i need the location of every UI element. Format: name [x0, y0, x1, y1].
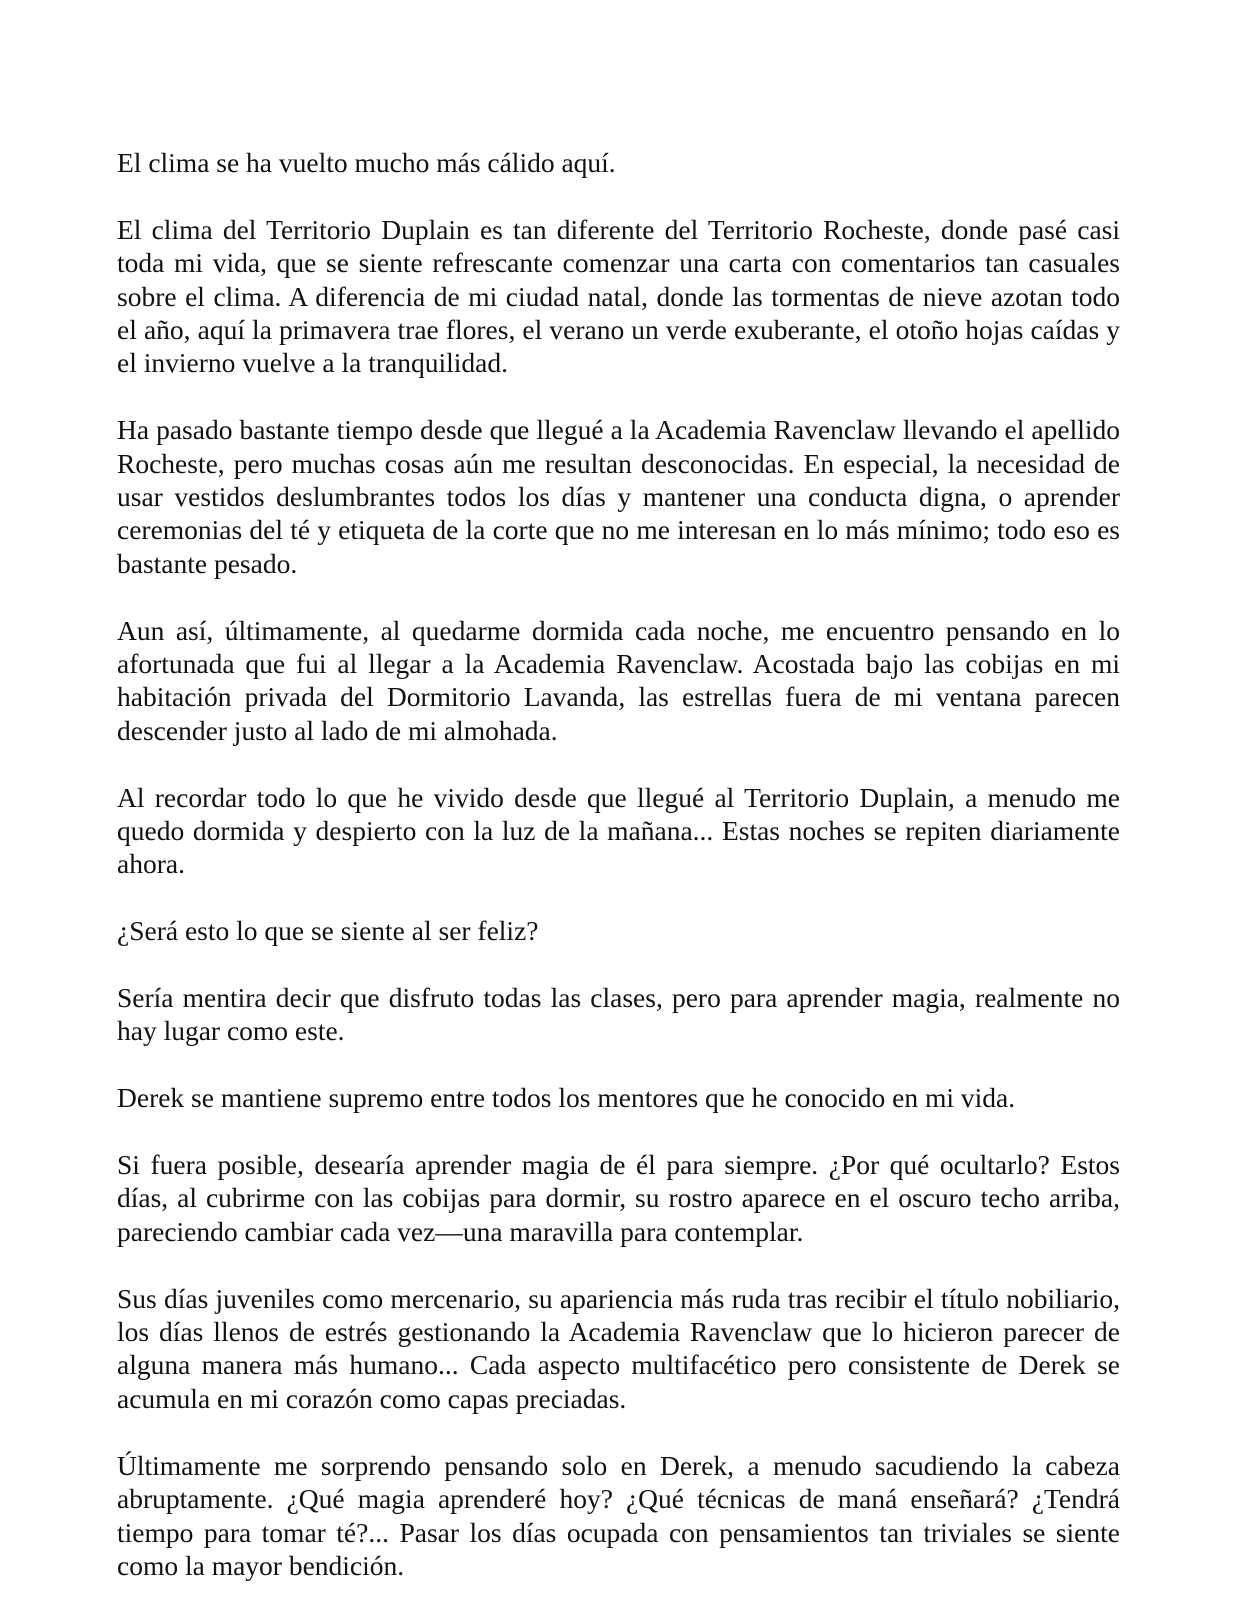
paragraph-9: Si fuera posible, desearía aprender magia de él para siempre. ¿Por qué ocultarlo? Estos días, al cubrirme con las cobijas para dormir, su rostro aparece en el oscuro techo arriba, pareciendo cambiar cada vez—una maravilla para contemplar. — [117, 1149, 1120, 1247]
paragraph-2: El clima del Territorio Duplain es tan diferente del Territorio Rocheste, donde pasé casi toda mi vida, que se siente refrescante comenzar una carta con comentarios tan casuales sobre el clima. A diferencia de mi ciudad natal, donde las tormentas de nieve azotan todo el año, aquí la primavera trae flores, el verano un verde exuberante, el otoño hojas caídas y el invierno vuelve a la tranquilidad. — [117, 213, 1120, 379]
paragraph-8: Derek se mantiene supremo entre todos los mentores que he conocido en mi vida. — [117, 1082, 1016, 1114]
paragraph-7: Sería mentira decir que disfruto todas las clases, pero para aprender magia, realmente no hay lugar como este. — [117, 982, 1120, 1047]
paragraph-1: El clima se ha vuelto mucho más cálido aquí. — [117, 147, 616, 178]
paragraph-11: Últimamente me sorprendo pensando solo en Derek, a menudo sacudiendo la cabeza abruptamente. ¿Qué magia aprenderé hoy? ¿Qué técnicas de maná enseñará? ¿Tendrá tiempo para tomar té?... Pasar los días ocupada con pensamientos tan triviales se siente como la mayor bendición. — [117, 1449, 1120, 1581]
paragraph-4: Aun así, últimamente, al quedarme dormida cada noche, me encuentro pensando en lo afortunada que fui al llegar a la Academia Ravenclaw. Acostada bajo las cobijas en mi habitación privada del Dormitorio Lavanda, las estrellas fuera de mi ventana parecen descender justo al lado de mi almohada. — [117, 614, 1120, 746]
letter-body — [117, 146, 1120, 1582]
paragraph-3: Ha pasado bastante tiempo desde que llegué a la Academia Ravenclaw llevando el apellido Rocheste, pero muchas cosas aún me resultan desconocidas. En especial, la necesidad de usar vestidos deslumbrantes todos los días y mantener una conducta digna, o aprender ceremonias del té y etiqueta de la corte que no me interesan en lo más mínimo; todo eso es bastante pesado. — [117, 414, 1120, 579]
paragraph-6: ¿Será esto lo que se siente al ser feliz? — [117, 915, 539, 947]
paragraph-10: Sus días juveniles como mercenario, su apariencia más ruda tras recibir el título nobiliario, los días llenos de estrés gestionando la Academia Ravenclaw que lo hicieron parecer de alguna manera más humano... Cada aspecto multifacético pero consistente de Derek se acumula en mi corazón como capas preciadas. — [117, 1282, 1120, 1414]
paragraph-5: Al recordar todo lo que he vivido desde que llegué al Territorio Duplain, a menudo me quedo dormida y despierto con la luz de la mañana... Estas noches se repiten diariamente ahora. — [117, 781, 1120, 880]
